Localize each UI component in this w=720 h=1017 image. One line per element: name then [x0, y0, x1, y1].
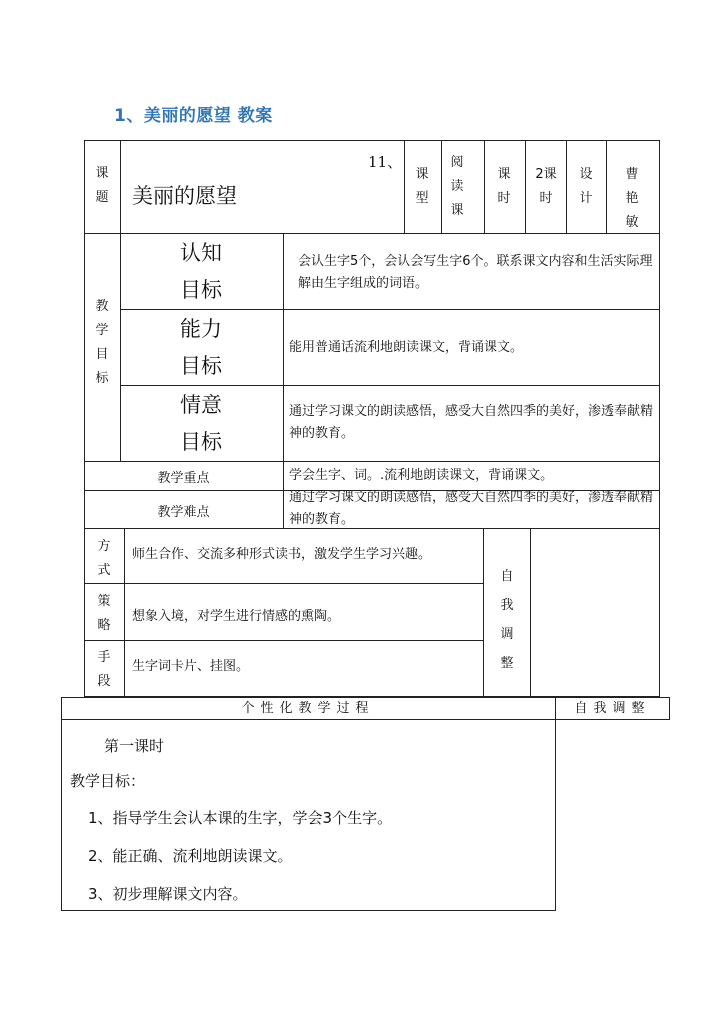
designer-name: 曹艳敏: [625, 167, 639, 230]
goal-text: 能用普通话流利地朗读课文，背诵课文。: [289, 340, 524, 355]
method-text: 想象入境，对学生进行情感的熏陶。: [132, 609, 341, 624]
goal-name: 能力 目标: [180, 317, 222, 378]
self-adjust-column-label: 自我调整: [500, 569, 514, 671]
process-header: 个性化教学过程: [241, 701, 375, 716]
focus-label: 教学重点: [157, 471, 210, 486]
method-label: 方式: [97, 539, 111, 578]
type-value: 阅读课: [450, 155, 464, 218]
hours-value: 2课时: [535, 167, 557, 206]
process-goal-item: 3、初步理解课文内容。: [88, 885, 248, 903]
topic-label: 课题: [95, 166, 109, 205]
difficulty-label: 教学难点: [157, 505, 210, 520]
method-text: 生字词卡片、挂图。: [132, 659, 250, 674]
teaching-goals-label: 教学目标: [95, 299, 109, 386]
adjust-header: 自我调整: [574, 701, 651, 716]
document-title: 1、美丽的愿望 教案: [114, 106, 273, 126]
goal-name: 认知 目标: [180, 241, 222, 302]
lesson-period: 第一课时: [104, 737, 165, 755]
method-text: 师生合作、交流多种形式读书，激发学生学习兴趣。: [132, 547, 432, 562]
difficulty-text: 通过学习课文的朗读感悟，感受大自然四季的美好，渗透奉献精神的教育。: [289, 490, 654, 527]
lesson-topic: 美丽的愿望: [132, 184, 237, 208]
goal-text: 会认生字5个，会认会写生字6个。联系课文内容和生活实际理解由生字组成的词语。: [298, 254, 653, 291]
type-label: 课型: [415, 167, 429, 206]
hours-label: 课时: [497, 167, 511, 206]
process-goal-item: 2、能正确、流利地朗读课文。: [88, 847, 293, 865]
lesson-number: 11、: [368, 153, 403, 171]
process-goal-item: 1、指导学生会认本课的生字，学会3个生字。: [88, 809, 393, 827]
focus-text: 学会生字、词。.流利地朗读课文，背诵课文。: [289, 468, 554, 483]
goal-text: 通过学习课文的朗读感悟，感受大自然四季的美好，渗透奉献精神的教育。: [289, 404, 654, 441]
method-label: 手段: [97, 650, 111, 689]
goal-name: 情意 目标: [180, 393, 222, 454]
method-label: 策略: [97, 594, 111, 633]
design-label: 设计: [579, 167, 593, 206]
process-goals-label: 教学目标：: [70, 772, 146, 790]
